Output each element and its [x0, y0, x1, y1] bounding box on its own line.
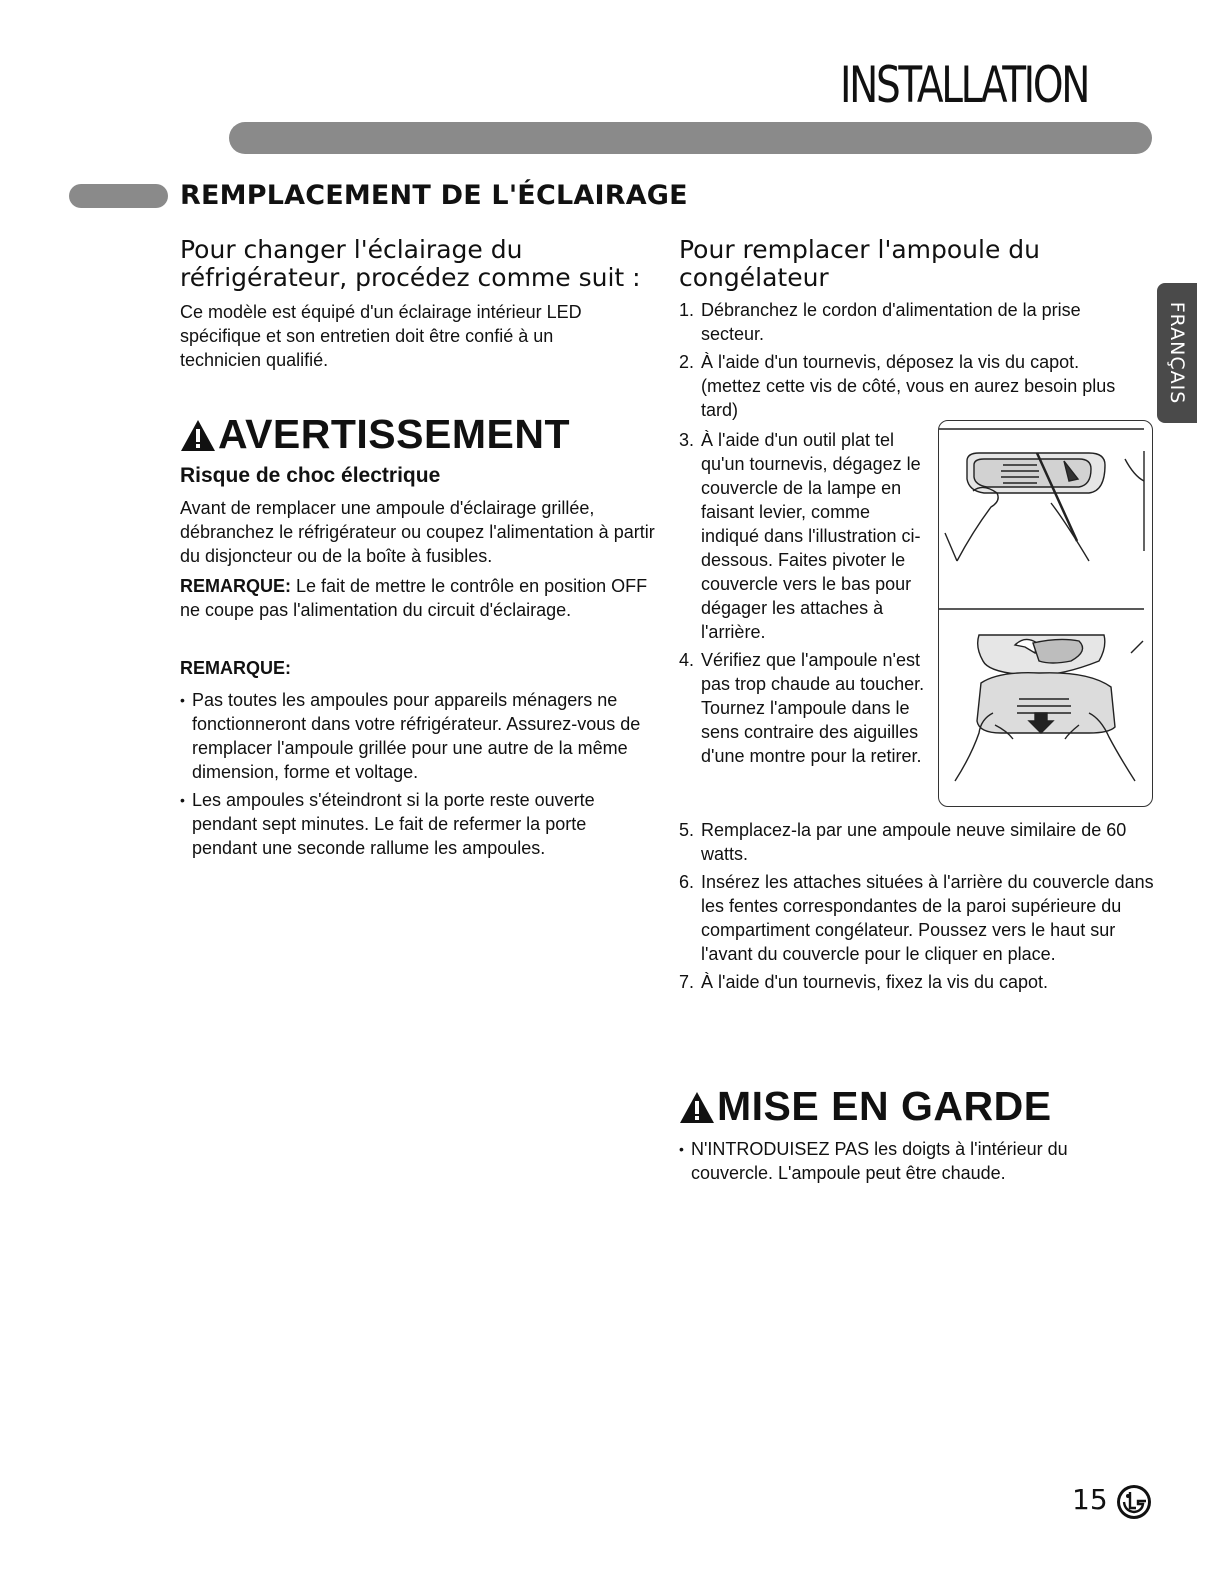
header-bar: [229, 122, 1152, 154]
lamp-removal-drawing: [939, 421, 1152, 806]
list-item: 6. Insérez les attaches situées à l'arrière du couvercle dans les fentes correspondantes de la paroi supérieure du compartiment congélateur. Poussez vers le haut sur l'avant du couvercle pour le cliquer en place.: [679, 872, 1154, 964]
notes-list: [180, 688, 645, 860]
language-tab-label: FRANÇAIS: [1166, 301, 1188, 405]
warning-triangle-icon: [679, 1091, 715, 1124]
lg-logo: [1116, 1484, 1152, 1525]
warning-triangle-icon: [180, 419, 216, 452]
list-item: 7. À l'aide d'un tournevis, fixez la vis du capot.: [679, 972, 1049, 992]
steps-list-narrow: [679, 428, 931, 772]
caution-heading: [679, 1083, 1052, 1130]
caution-title: MISE EN GARDE: [717, 1083, 1052, 1129]
page-number: 15: [1072, 1483, 1108, 1516]
note-heading: REMARQUE:: [180, 658, 291, 678]
caution-list: [679, 1137, 1119, 1189]
list-item: • N'INTRODUISEZ PAS les doigts à l'intérieur du couvercle. L'ampoule peut être chaude.: [679, 1137, 1119, 1185]
note-off-control: [180, 574, 650, 622]
list-item: 3. À l'aide d'un outil plat tel qu'un tournevis, dégagez le couvercle de la lampe en faisant levier, comme indiqué dans l'illustration ci-dessous. Faites pivoter le couvercle vers le bas pour dégager les attaches à l'arrière.: [679, 430, 921, 642]
lamp-cover-illustration: [938, 420, 1153, 807]
left-column: [180, 236, 655, 864]
language-tab: [1157, 283, 1197, 423]
list-item: 1. Débranchez le cordon d'alimentation de la prise secteur.: [679, 300, 1081, 344]
section-marker: [69, 184, 168, 208]
risk-text: Avant de remplacer une ampoule d'éclairage grillée, débranchez le réfrigérateur ou coupez l'alimentation à partir du disjoncteur ou de la boîte à fusibles.: [180, 498, 655, 566]
list-item: 4. Vérifiez que l'ampoule n'est pas trop chaude au toucher. Tournez l'ampoule dans le sens contraire des aiguilles d'une montre pour la retirer.: [679, 650, 925, 766]
steps-list-bottom: [679, 818, 1154, 998]
note-text: Le fait de mettre le contrôle en position OFF ne coupe pas l'alimentation du circuit d'éclairage.: [180, 576, 648, 620]
right-subheading: Pour remplacer l'ampoule du congélateur: [679, 235, 1040, 292]
section-title: REMPLACEMENT DE L'ÉCLAIRAGE: [180, 180, 688, 211]
steps-list-top: [679, 298, 1129, 426]
warning-heading: [180, 411, 655, 458]
risk-title: Risque de choc électrique: [180, 464, 441, 487]
warning-title: AVERTISSEMENT: [218, 411, 570, 457]
lg-logo-icon: [1116, 1484, 1152, 1520]
left-subheading: Pour changer l'éclairage du réfrigérateur, procédez comme suit :: [180, 235, 641, 292]
page-header-title: INSTALLATION: [840, 56, 1089, 114]
list-item: 2. À l'aide d'un tournevis, déposez la vis du capot. (mettez cette vis de côté, vous en aurez besoin plus tard): [679, 352, 1116, 420]
list-item: 5. Remplacez-la par une ampoule neuve similaire de 60 watts.: [679, 820, 1127, 864]
note-label: REMARQUE:: [180, 576, 291, 596]
led-intro: Ce modèle est équipé d'un éclairage intérieur LED spécifique et son entretien doit être confié à un technicien qualifié.: [180, 302, 582, 370]
list-item: • Les ampoules s'éteindront si la porte reste ouverte pendant sept minutes. Le fait de refermer la porte pendant une seconde rallume les ampoules.: [180, 788, 645, 860]
list-item: • Pas toutes les ampoules pour appareils ménagers ne fonctionneront dans votre réfrigérateur. Assurez-vous de remplacer l'ampoule grillée pour une autre de la même dimension, forme et voltage.: [180, 688, 645, 784]
